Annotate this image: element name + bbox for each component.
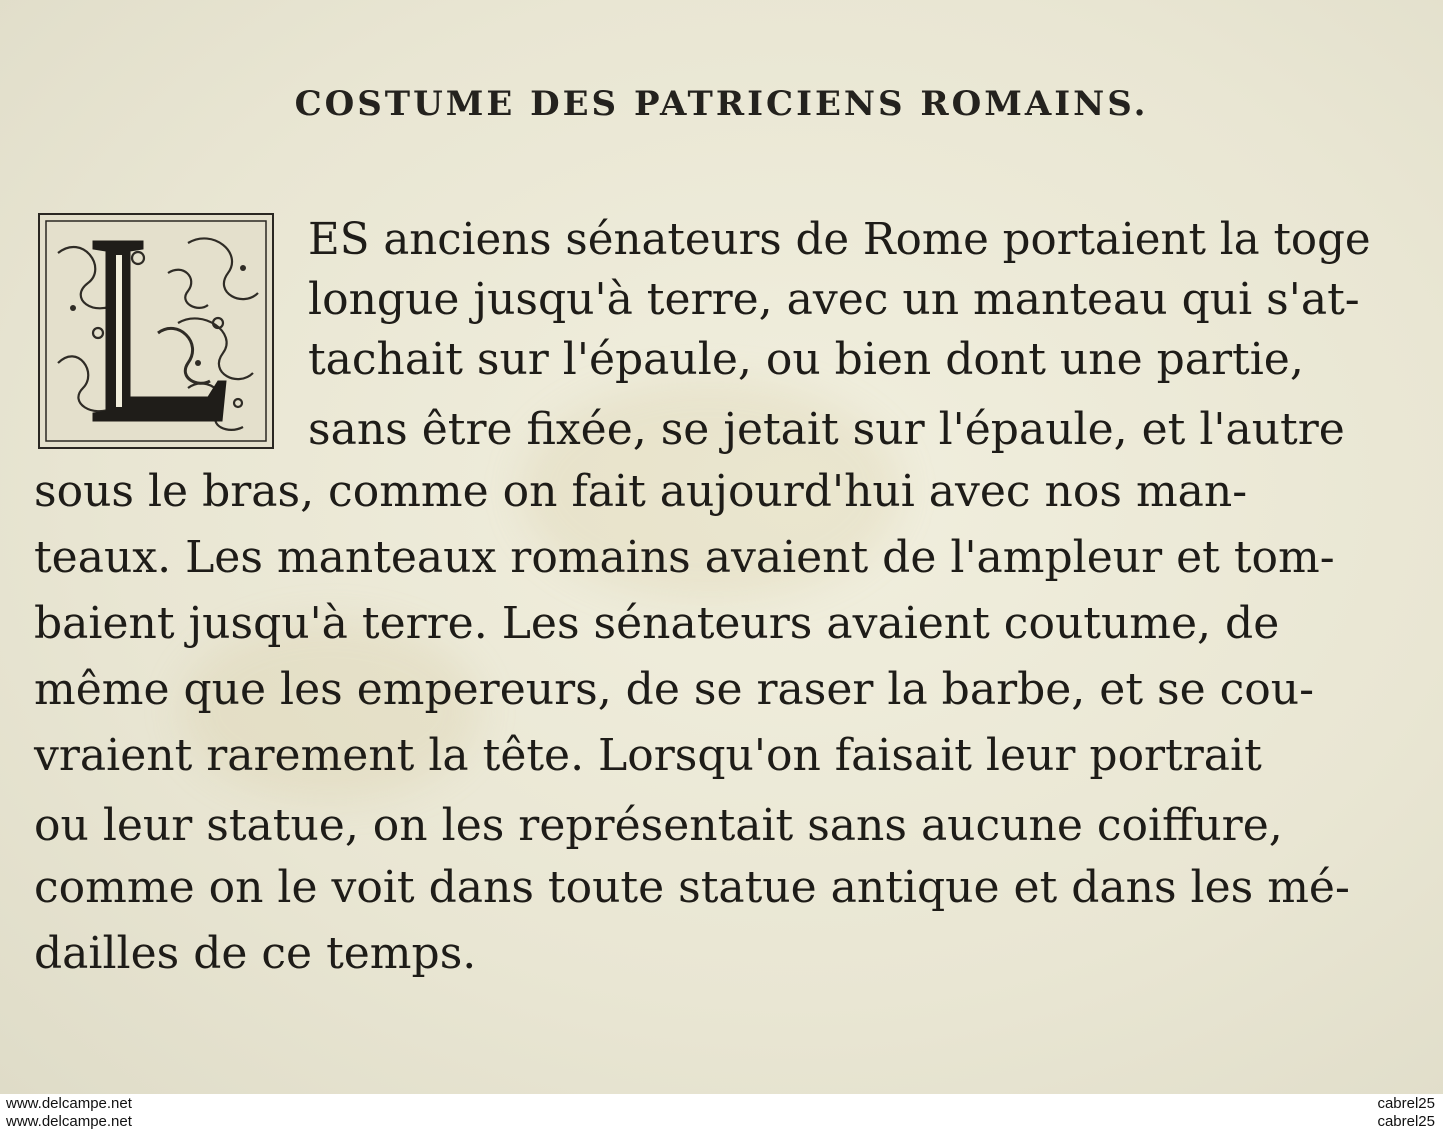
text-line: ES anciens sénateurs de Rome portaient la toge — [308, 215, 1371, 265]
text-line: vraient rarement la tête. Lorsqu'on faisait leur portrait — [34, 730, 1262, 781]
watermark-text: cabrel25 — [1377, 1113, 1435, 1130]
text-line: comme on le voit dans toute statue antique et dans les mé- — [34, 862, 1350, 913]
watermark-text: cabrel25 — [1377, 1095, 1435, 1112]
watermark-text: www.delcampe.net — [6, 1095, 132, 1112]
watermark-footer — [0, 1094, 1443, 1132]
text-line: dailles de ce temps. — [34, 928, 477, 979]
text-line: baient jusqu'à terre. Les sénateurs avaient coutume, de — [34, 598, 1280, 649]
text-line: sans être fixée, se jetait sur l'épaule, et l'autre — [308, 404, 1345, 455]
watermark-right — [1377, 1095, 1435, 1131]
text-line: longue jusqu'à terre, avec un manteau qui s'at- — [308, 274, 1360, 325]
text-line: ou leur statue, on les représentait sans aucune coiffure, — [34, 800, 1283, 851]
watermark-left — [6, 1095, 132, 1131]
text-line: sous le bras, comme on fait aujourd'hui avec nos man- — [34, 466, 1248, 517]
text-line: tachait sur l'épaule, ou bien dont une partie, — [308, 334, 1304, 385]
watermark-text: www.delcampe.net — [6, 1113, 132, 1130]
text-line: même que les empereurs, de se raser la barbe, et se cou- — [34, 664, 1314, 715]
page-title: COSTUME DES PATRICIENS ROMAINS. — [294, 84, 1149, 124]
text-line: teaux. Les manteaux romains avaient de l'ampleur et tom- — [34, 532, 1335, 583]
